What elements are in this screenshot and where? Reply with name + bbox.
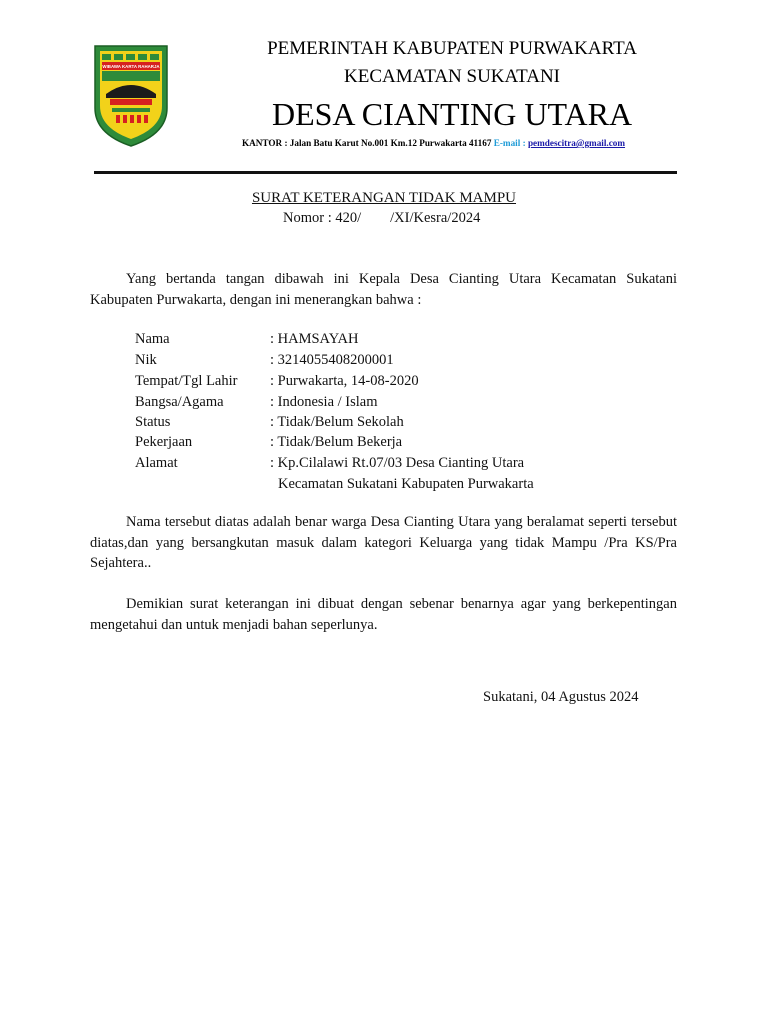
place-date: Sukatani, 04 Agustus 2024 [483,689,639,705]
letter-title: SURAT KETERANGAN TIDAK MAMPU [251,190,517,206]
regency-emblem-icon [92,42,170,148]
field-label-nik: Nik [135,352,157,368]
letterhead-divider [94,171,677,174]
field-label-nama: Nama [135,331,170,347]
letter-number: Nomor : 420/ /XI/Kesra/2024 [283,210,481,226]
field-value-occupation: : Tidak/Belum Bekerja [270,434,403,450]
field-value-nik: : 3214055408200001 [270,352,394,368]
logo-motto: WIBAWA KARTA RAHARJA [102,64,160,69]
field-value-nation-religion: : Indonesia / Islam [270,394,378,410]
letterhead-government: PEMERINTAH KABUPATEN PURWAKARTA [267,38,637,59]
field-value-address-cont: Kecamatan Sukatani Kabupaten Purwakarta [278,476,534,492]
body-paragraph-2: Demikian surat keterangan ini dibuat dengan sebenar benarnya agar yang berkepentingan mengetahui dan untuk menjadi bahan seperlunya. [90,596,677,633]
office-address [242,138,625,148]
email-link[interactable]: pemdescitra@gmail.com [527,138,626,148]
field-value-nama: : HAMSAYAH [270,331,359,347]
letterhead-district: KECAMATAN SUKATANI [344,66,560,87]
field-value-status: : Tidak/Belum Sekolah [270,414,404,430]
field-value-birth: : Purwakarta, 14-08-2020 [270,373,419,389]
letterhead-village: DESA CIANTING UTARA [271,96,633,132]
field-label-occupation: Pekerjaan [135,434,193,450]
field-label-address: Alamat [135,455,178,471]
intro-paragraph: Yang bertanda tangan dibawah ini Kepala Desa Cianting Utara Kecamatan Sukatani Kabupaten Purwakarta, dengan ini menerangkan bahwa : [90,271,677,308]
field-label-status: Status [135,414,171,430]
body-paragraph-1: Nama tersebut diatas adalah benar warga Desa Cianting Utara yang beralamat seperti tersebut diatas,dan yang bersangkutan masuk dalam kategori Keluarga yang tidak Mampu /Pra KS/Pra Sejahtera.. [90,514,677,572]
email-label: E-mail : [493,138,526,148]
field-label-nation-religion: Bangsa/Agama [135,394,224,410]
address-text: KANTOR : Jalan Batu Karut No.001 Km.12 Purwakarta 41167 [242,138,492,148]
field-value-address: : Kp.Cilalawi Rt.07/03 Desa Cianting Utara [270,455,525,471]
field-label-birth: Tempat/Tgl Lahir [135,373,238,389]
